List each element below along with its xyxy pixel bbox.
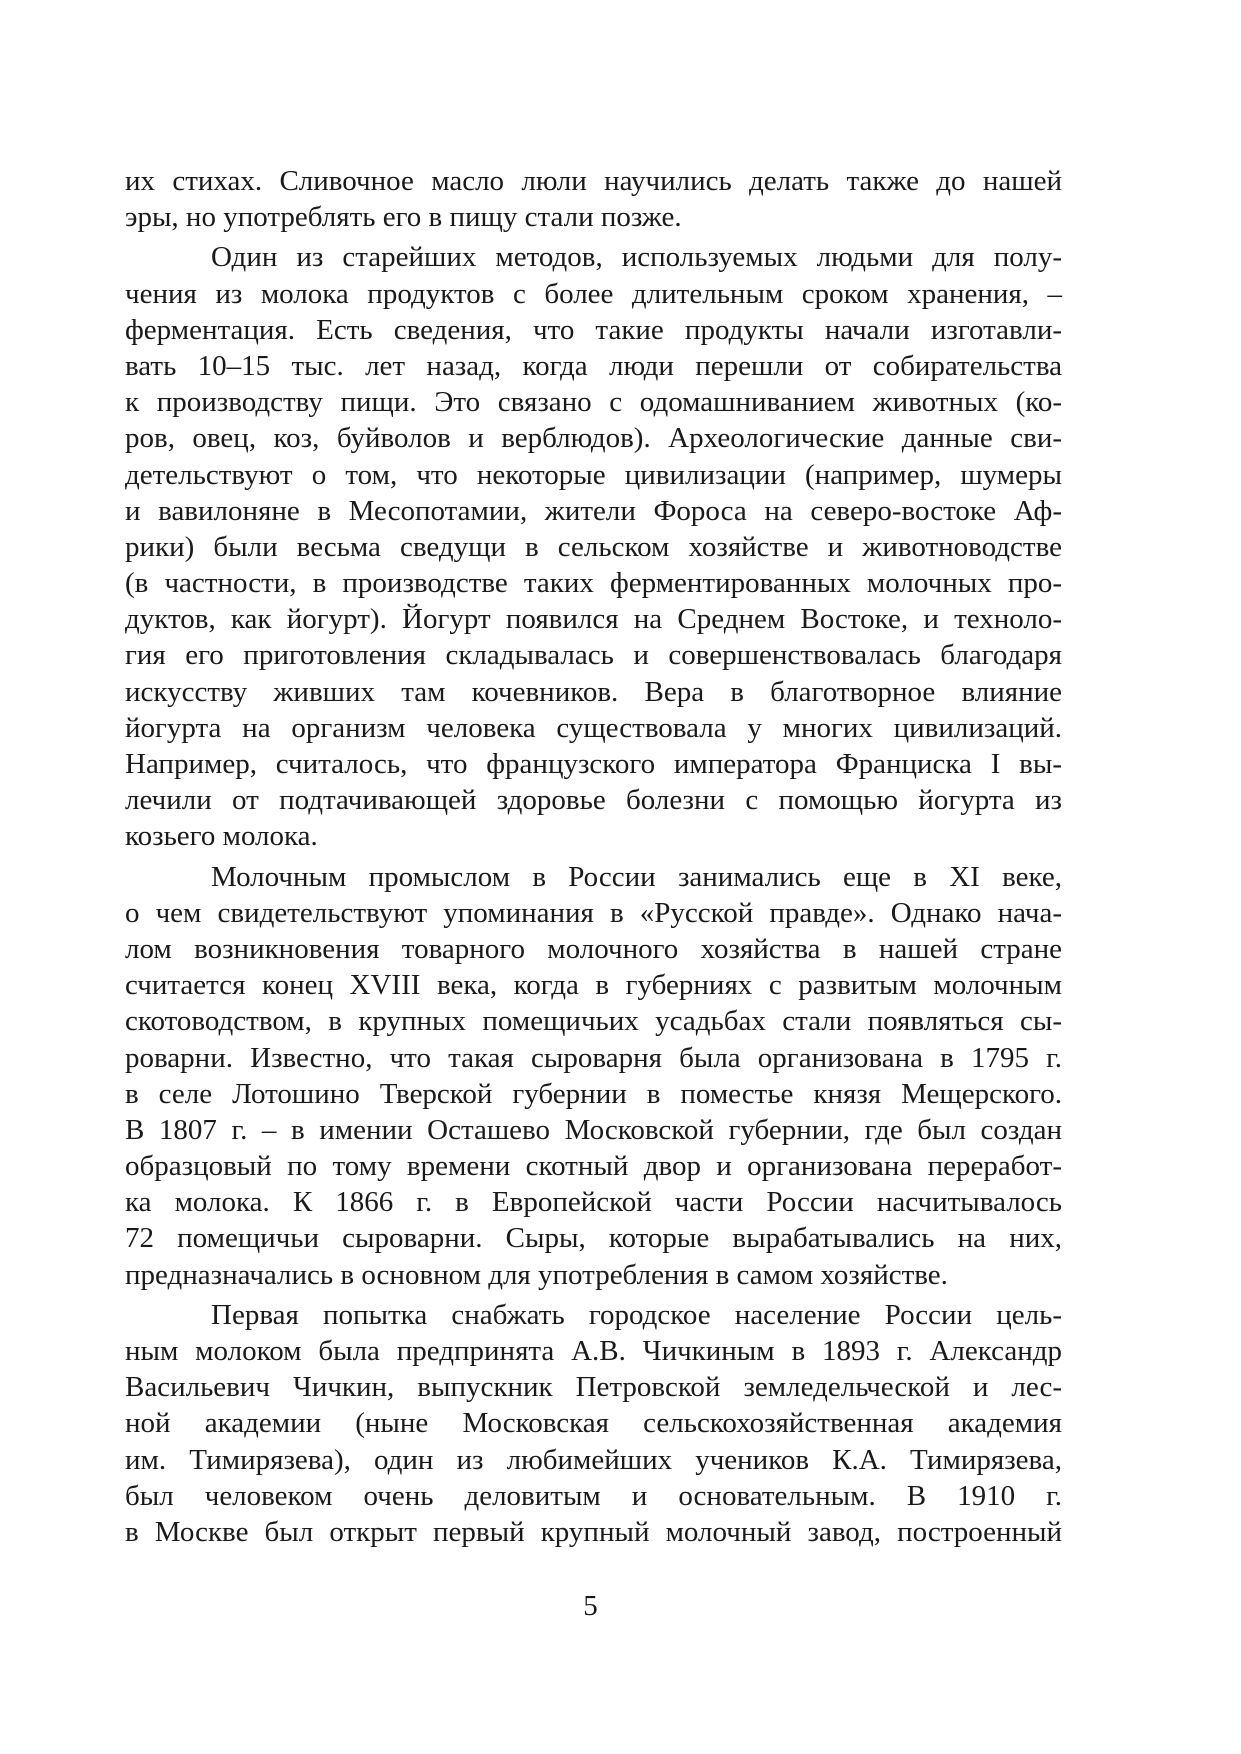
paragraph [125,1297,1062,1550]
text-line: был человеком очень деловитым и основательным. В 1910 г. [125,1479,1062,1512]
text-line: считается конец XVIII века, когда в губерниях с развитым молочным [125,969,1062,1002]
text-line: Молочным промыслом в России занимались еще в XI веке, [211,860,1062,893]
text-line: и вавилоняне в Месопотамии, жители Фороса на северо-востоке Аф- [125,494,1062,527]
text-line: роварни. Известно, что такая сыроварня была организована в 1795 г. [125,1041,1062,1074]
paragraph [125,859,1062,1293]
text-line: чения из молока продуктов с более длительным сроком хранения, – [125,277,1062,310]
text-line: Один из старейших методов, используемых людьми для полу- [211,241,1062,274]
text-line: эры, но употреблять его в пищу стали позже. [125,201,682,234]
text-line: козьего молока. [125,820,318,853]
text-line: рики) были весьма сведущи в сельском хозяйстве и животноводстве [125,530,1062,563]
text-line: вать 10–15 тыс. лет назад, когда люди перешли от собирательства [125,349,1062,382]
text-line: к производству пищи. Это связано с одомашниванием животных (ко- [125,386,1062,419]
text-line: предназначались в основном для употребления в самом хозяйстве. [125,1258,948,1291]
text-line: 72 помещичьи сыроварни. Сыры, которые вырабатывались на них, [125,1222,1062,1255]
text-line: Васильевич Чичкин, выпускник Петровской земледельческой и лес- [125,1371,1062,1404]
text-line: дуктов, как йогурт). Йогурт появился на Среднем Востоке, и техноло- [125,603,1062,636]
text-line: им. Тимирязева), один из любимейших учеников К.А. Тимирязева, [125,1443,1062,1476]
text-line: о чем свидетельствуют упоминания в «Русской правде». Однако нача- [125,896,1062,929]
text-line: скотоводством, в крупных помещичьих усадьбах стали появляться сы- [125,1005,1062,1038]
text-line: детельствуют о том, что некоторые цивилизации (например, шумеры [125,458,1062,491]
text-line: ферментация. Есть сведения, что такие продукты начали изготавли- [125,313,1062,346]
text-line: ров, овец, коз, буйволов и верблюдов). Археологические данные сви- [125,422,1062,455]
text-line: Например, считалось, что французского императора Франциска I вы- [125,748,1062,780]
text-line: гия его приготовления складывалась и совершенствовалась благодаря [125,639,1062,672]
text-line: в Москве был открыт первый крупный молочный завод, построенный [125,1515,1062,1548]
text-line: (в частности, в производстве таких ферментированных молочных про- [125,567,1062,600]
text-line: ной академии (ныне Московская сельскохозяйственная академия [125,1407,1062,1440]
text-line: йогурта на организм человека существовала у многих цивилизаций. [125,711,1062,744]
body-text [125,163,1062,1550]
paragraph [125,163,1062,235]
text-line: в селе Лотошино Тверской губернии в поместье князя Мещерского. [125,1077,1062,1110]
text-line: лечили от подтачивающей здоровье болезни с помощью йогурта из [125,784,1062,817]
text-line: ным молоком была предпринята А.В. Чичкиным в 1893 г. Александр [125,1335,1062,1367]
text-line: Первая попытка снабжать городское население России цель- [211,1298,1062,1331]
text-line: искусству живших там кочевников. Вера в благотворное влияние [125,675,1062,708]
text-line: лом возникновения товарного молочного хозяйства в нашей стране [125,932,1062,965]
text-line: ка молока. К 1866 г. в Европейской части России насчитывалось [125,1186,1062,1219]
text-line: В 1807 г. – в имении Осташево Московской губернии, где был создан [125,1113,1062,1146]
text-line: образцовый по тому времени скотный двор и организована переработ- [125,1150,1062,1183]
paragraph [125,239,1062,854]
page-number: 5 [583,1590,598,1622]
text-line: их стихах. Сливочное масло люли научились делать также до нашей [125,165,1062,197]
